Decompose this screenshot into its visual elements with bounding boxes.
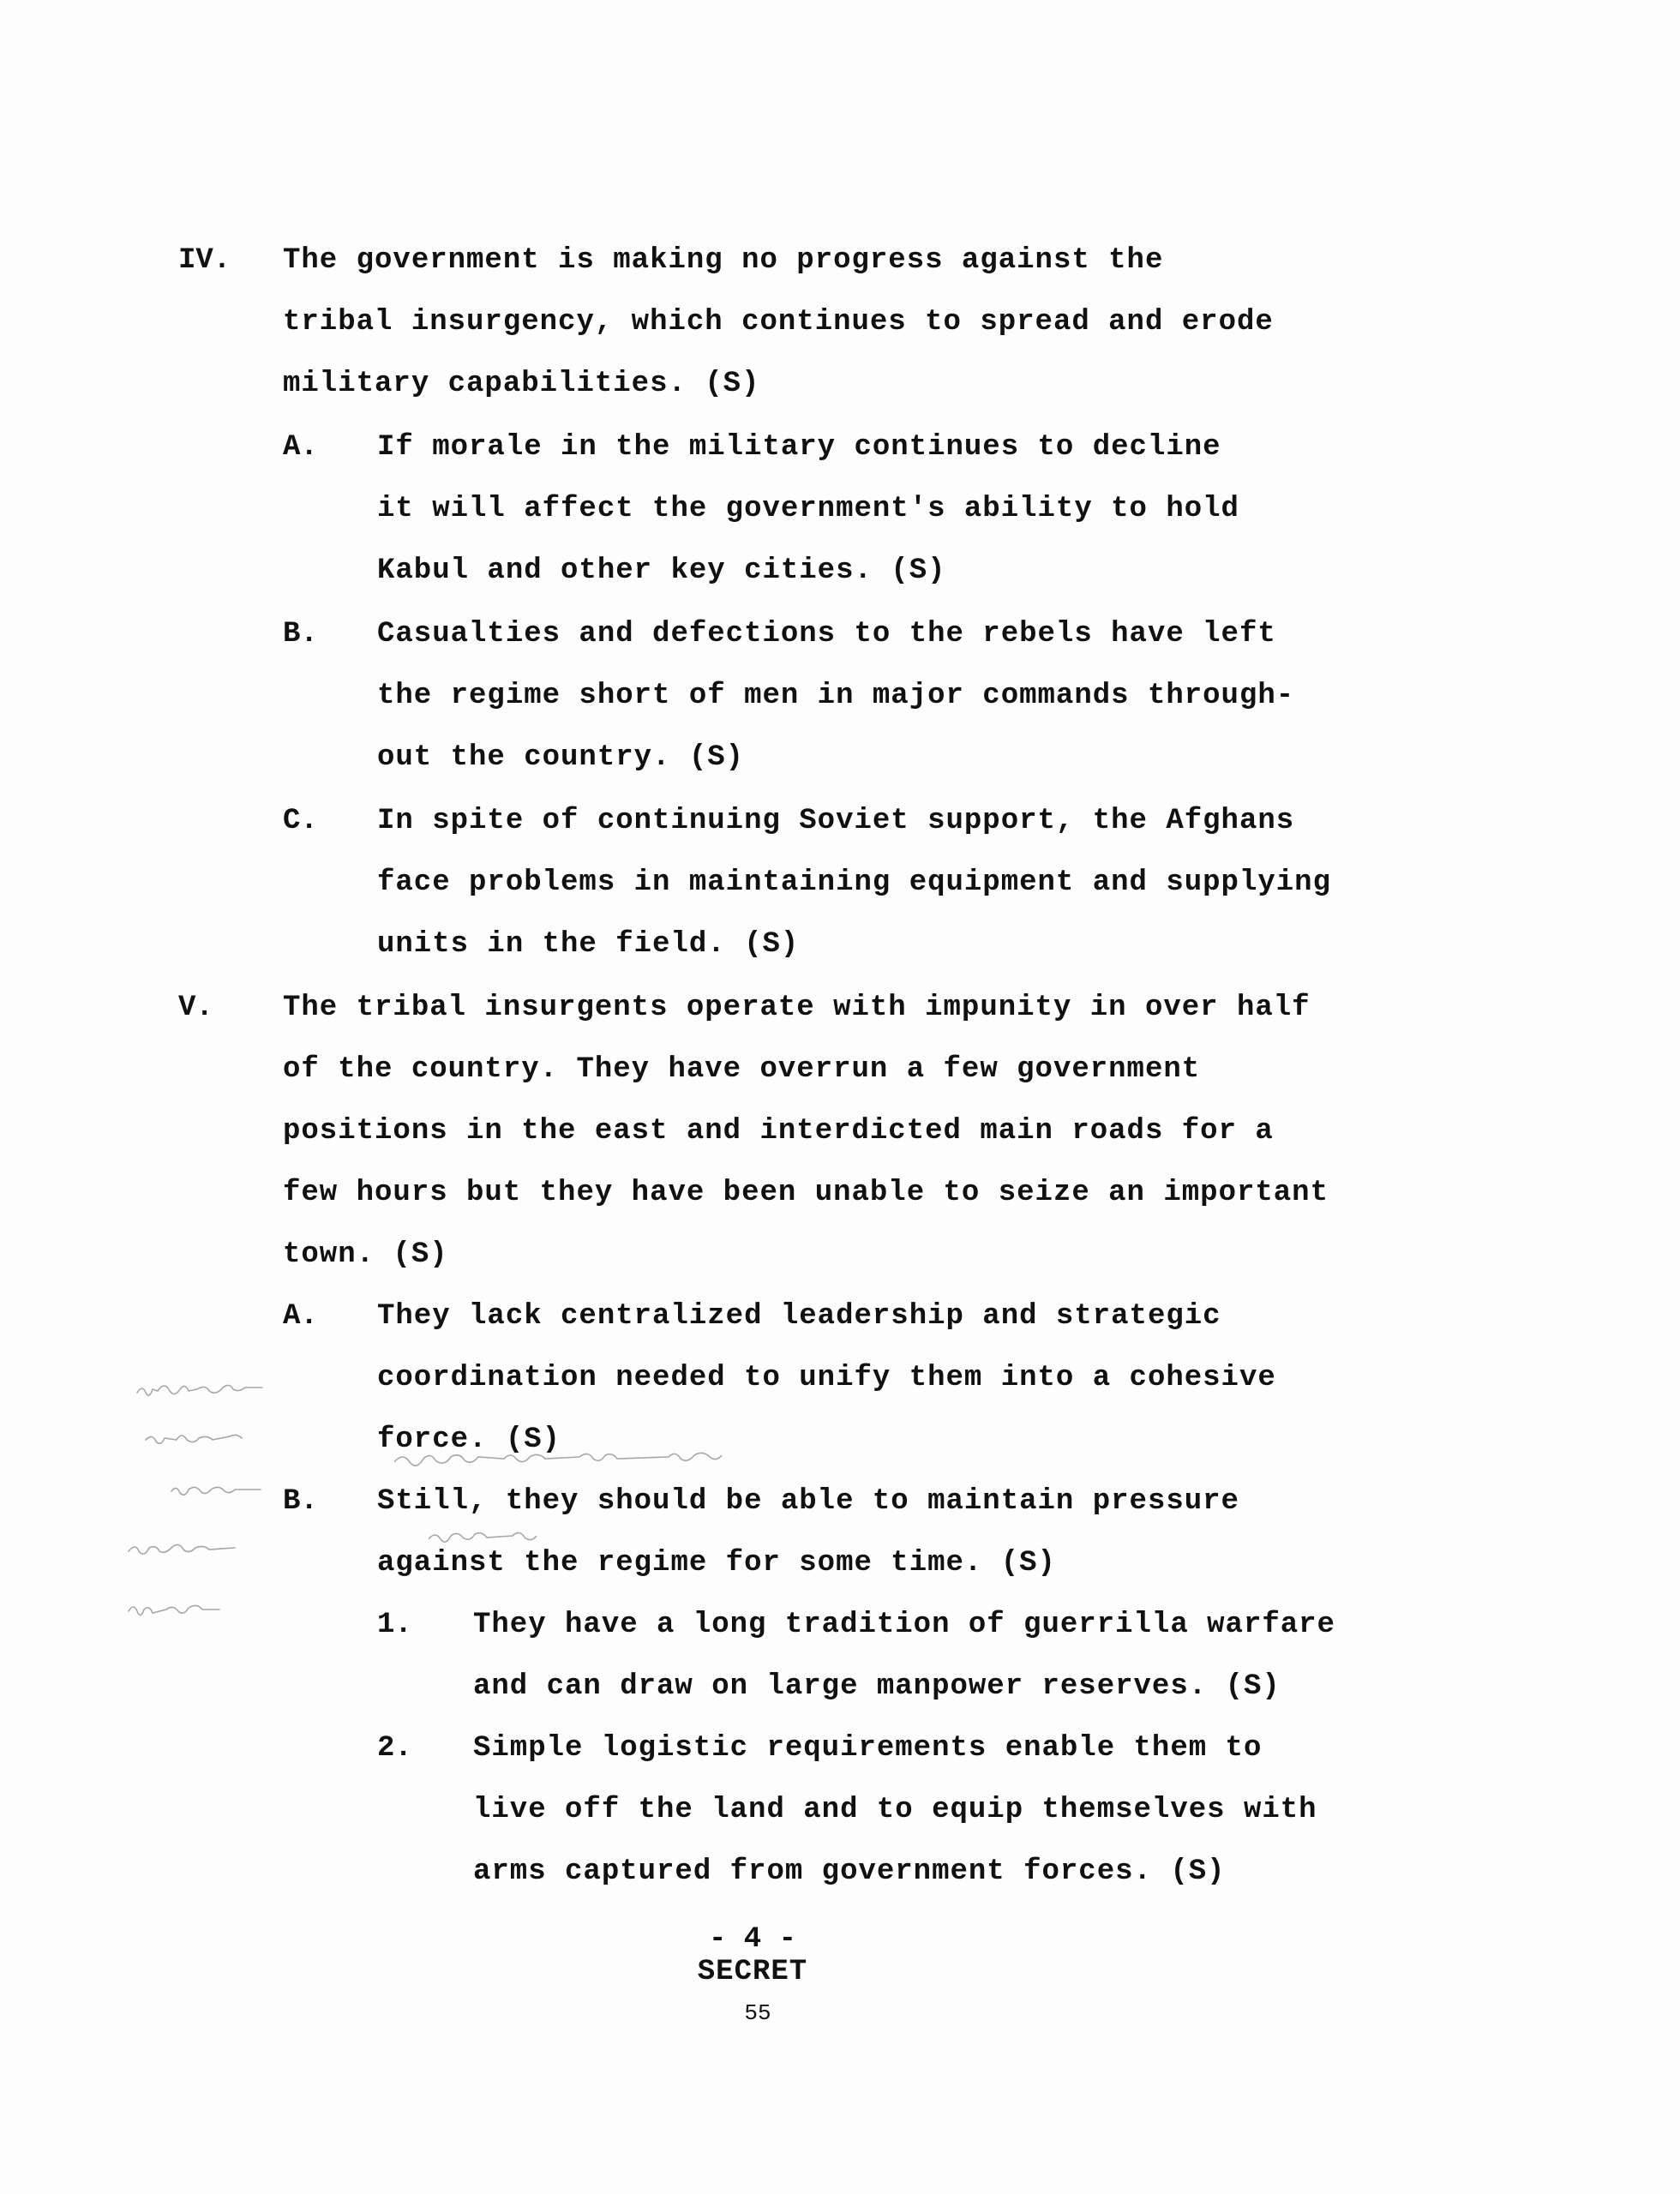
paragraph-line: and can draw on large manpower reserves. (S): [473, 1670, 1281, 1703]
archive-page-number: 55: [744, 2000, 771, 2026]
item-label-iv-b: B.: [283, 618, 318, 650]
paragraph-line: it will affect the government's ability to hold: [377, 493, 1239, 525]
paragraph-line: Casualties and defections to the rebels have left: [377, 618, 1276, 650]
paragraph-line: town. (S): [283, 1238, 448, 1271]
page-number: - 4 -: [708, 1923, 797, 1956]
paragraph-line: few hours but they have been unable to seize an important: [283, 1177, 1329, 1209]
paragraph-line: Still, they should be able to maintain pressure: [377, 1485, 1239, 1518]
paragraph-line: The government is making no progress against the: [283, 244, 1164, 277]
paragraph-line: the regime short of men in major commands through-: [377, 680, 1295, 712]
item-label-v-b: B.: [283, 1485, 318, 1518]
subitem-label-2: 2.: [377, 1732, 412, 1765]
paragraph-line: out the country. (S): [377, 741, 745, 774]
section-label-iv: IV.: [178, 244, 231, 277]
item-label-iv-c: C.: [283, 805, 318, 837]
paragraph-line: face problems in maintaining equipment and supplying: [377, 866, 1331, 899]
paragraph-line: military capabilities. (S): [283, 368, 760, 400]
paragraph-line: Simple logistic requirements enable them to: [473, 1732, 1263, 1765]
paragraph-line: coordination needed to unify them into a cohesive: [377, 1362, 1276, 1394]
paragraph-line: The tribal insurgents operate with impunity in over half: [283, 992, 1311, 1024]
paragraph-line: force. (S): [377, 1424, 561, 1456]
handwritten-interlinear-note: [429, 1526, 583, 1551]
paragraph-line: They lack centralized leadership and strategic: [377, 1300, 1221, 1333]
paragraph-line: If morale in the military continues to decline: [377, 431, 1221, 464]
section-label-v: V.: [178, 992, 213, 1024]
subitem-label-1: 1.: [377, 1609, 412, 1641]
classification-marking: SECRET: [697, 1956, 808, 1988]
handwritten-interlinear-note: [394, 1447, 960, 1472]
paragraph-line: tribal insurgency, which continues to spread and erode: [283, 306, 1274, 339]
handwritten-margin-notes: [120, 1354, 377, 1637]
paragraph-line: arms captured from government forces. (S): [473, 1855, 1226, 1888]
item-label-v-a: A.: [283, 1300, 318, 1333]
paragraph-line: of the country. They have overrun a few government: [283, 1053, 1201, 1086]
paragraph-line: against the regime for some time. (S): [377, 1547, 1056, 1580]
paragraph-line: They have a long tradition of guerrilla warfare: [473, 1609, 1335, 1641]
paragraph-line: units in the field. (S): [377, 928, 800, 961]
paragraph-line: positions in the east and interdicted main roads for a: [283, 1115, 1274, 1148]
item-label-iv-a: A.: [283, 431, 318, 464]
paragraph-line: In spite of continuing Soviet support, the Afghans: [377, 805, 1295, 837]
paragraph-line: Kabul and other key cities. (S): [377, 554, 946, 587]
paragraph-line: live off the land and to equip themselves with: [473, 1794, 1317, 1826]
